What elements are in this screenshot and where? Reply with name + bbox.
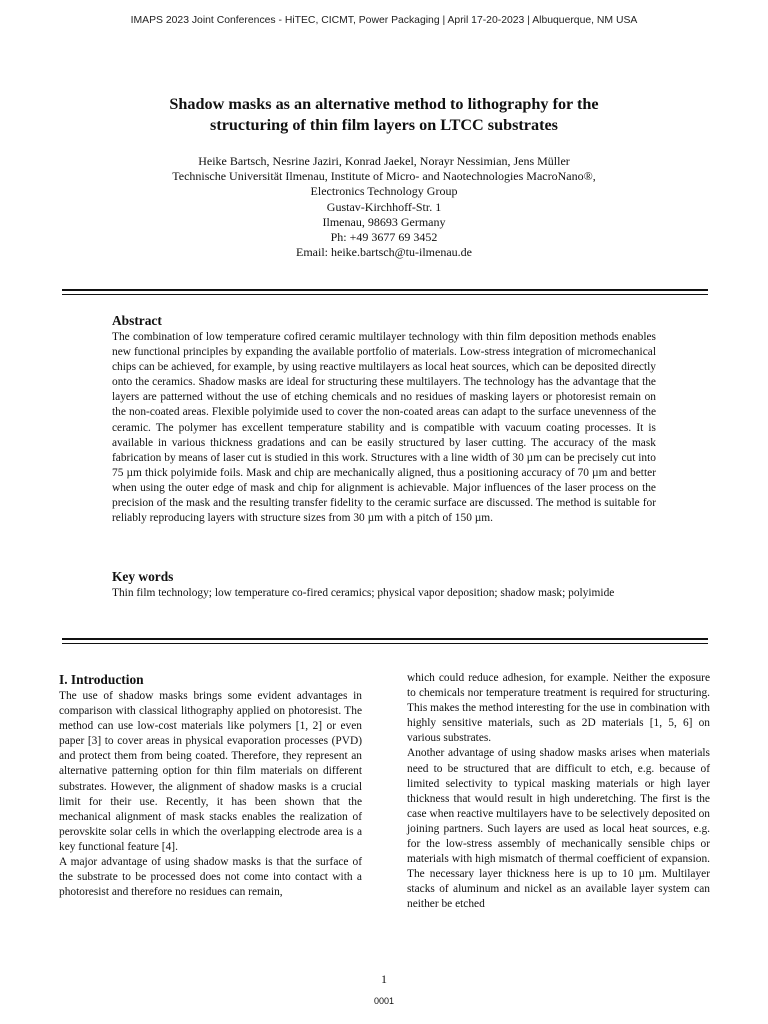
introduction-heading: I. Introduction — [59, 672, 144, 687]
keywords-section — [112, 568, 656, 601]
email-address: Email: heike.bartsch@tu-ilmenau.de — [296, 245, 472, 260]
intro-paragraph-1: The use of shadow masks brings some evident advantages in comparison with classical lithography applied on photoresist. The method can use low-cost materials like polymers [1, 2] or even paper [3] to cover areas in physical evaporation processes (PVD) and protect them from being coated. Therefore, they represent an alternative patterning option for thin film materials on different substrates. However, the alignment of shadow masks is a crucial limit for their use. Recently, it has been shown that the mechanical alignment of mask stacks enables the realization of perovskite solar cells in which the overlapping electrode area is a key functional feature [4]. — [59, 690, 362, 853]
abstract-heading: Abstract — [112, 313, 162, 328]
intro-paragraph-2: A major advantage of using shadow masks is that the surface of the substrate to be processed does not come into contact with a photoresist and therefore no residues can remain, — [59, 856, 362, 899]
street-address: Gustav-Kirchhoff-Str. 1 — [326, 199, 442, 214]
abstract-text: The combination of low temperature cofired ceramic multilayer technology with thin film deposition methods enables new functional principles by expanding the available portfolio of materials. Low-stress integration of micromechanical chips can be achieved, for example, by using reactive multilayers as local heat sources, which can be deposited directly onto the ceramics. Shadow masks are ideal for structuring these multilayers. The technology has the advantage that the layers are patterned without the use of etching chemicals and no residues of masking layers or photoresist remain on the non-coated areas. Flexible polyimide used to cover the non-coated areas can adapt to the surface unevenness of the ceramic. The polymer has excellent temperature stability and is compatible with vacuum coating processes. It is available in various thickness gradations and can be easily structured by laser cutting. The accuracy of the mask fabrication by means of laser cut is studied in this work. Structures with a line width of 30 µm can be precisely cut into 75 µm thick polyimide foils. Mask and chip are mechanically aligned, thus a positioning accuracy of 70 µm and better when using the outer edge of mask and chip for alignment is achievable. Major influences of the laser process on the precision of the mask and the resulting transfer fidelity to the ceramic surface are discussed. The method is suitable for reliably reproducing layers with structure sizes from 30 µm with a pitch of 150 µm. — [112, 331, 656, 525]
abstract-section — [112, 312, 656, 526]
left-column — [59, 671, 362, 900]
author-list: Heike Bartsch, Nesrine Jaziri, Konrad Jaekel, Norayr Nessimian, Jens Müller — [198, 154, 570, 168]
phone-number: Ph: +49 3677 69 3452 — [330, 230, 438, 245]
intro-paragraph-3: which could reduce adhesion, for example. Neither the exposure to chemicals nor temperature treatment is required for structuring. This makes the method interesting for the use in combination with highly sensitive materials, such as 2D materials [1, 5, 6] on various substrates. — [407, 672, 710, 745]
footer-code: 0001 — [373, 996, 395, 1006]
keywords-heading: Key words — [112, 569, 174, 584]
title-line-2: structuring of thin film layers on LTCC substrates — [210, 116, 558, 134]
author-block — [120, 154, 648, 260]
intro-paragraph-4: Another advantage of using shadow masks arises when materials need to be structured that are difficult to etch, e.g. because of limited selectivity to typical masking materials or high layer thickness that would result in high underetching. The first is the case when reactive multilayers have to be selectively deposited on joining partners. Such layers are used as local heat sources, e.g. for the low-stress assembly of mechanically sensible chips or materials with high mismatch of thermal coefficient of expansion. The necessary layer thickness here is up to 10 µm. Multilayer stacks of aluminum and nickel as an available layer system can neither be etched — [407, 747, 710, 911]
right-column — [407, 671, 710, 913]
paper-title — [120, 94, 648, 136]
bottom-divider — [62, 638, 708, 644]
title-line-1: Shadow masks as an alternative method to lithography for the — [169, 95, 599, 113]
affiliation-line-1: Technische Universität Ilmenau, Institute of Micro- and Naotechnologies MacroNano®, — [172, 169, 596, 184]
affiliation-line-2: Electronics Technology Group — [310, 184, 458, 199]
keywords-text: Thin film technology; low temperature co-fired ceramics; physical vapor deposition; shadow mask; polyimide — [112, 587, 615, 599]
city-address: Ilmenau, 98693 Germany — [322, 214, 446, 229]
conference-header: IMAPS 2023 Joint Conferences - HiTEC, CICMT, Power Packaging | April 17-20-2023 | Albuquerque, NM USA — [130, 15, 638, 26]
top-divider — [62, 289, 708, 295]
page-number: 1 — [381, 972, 387, 986]
